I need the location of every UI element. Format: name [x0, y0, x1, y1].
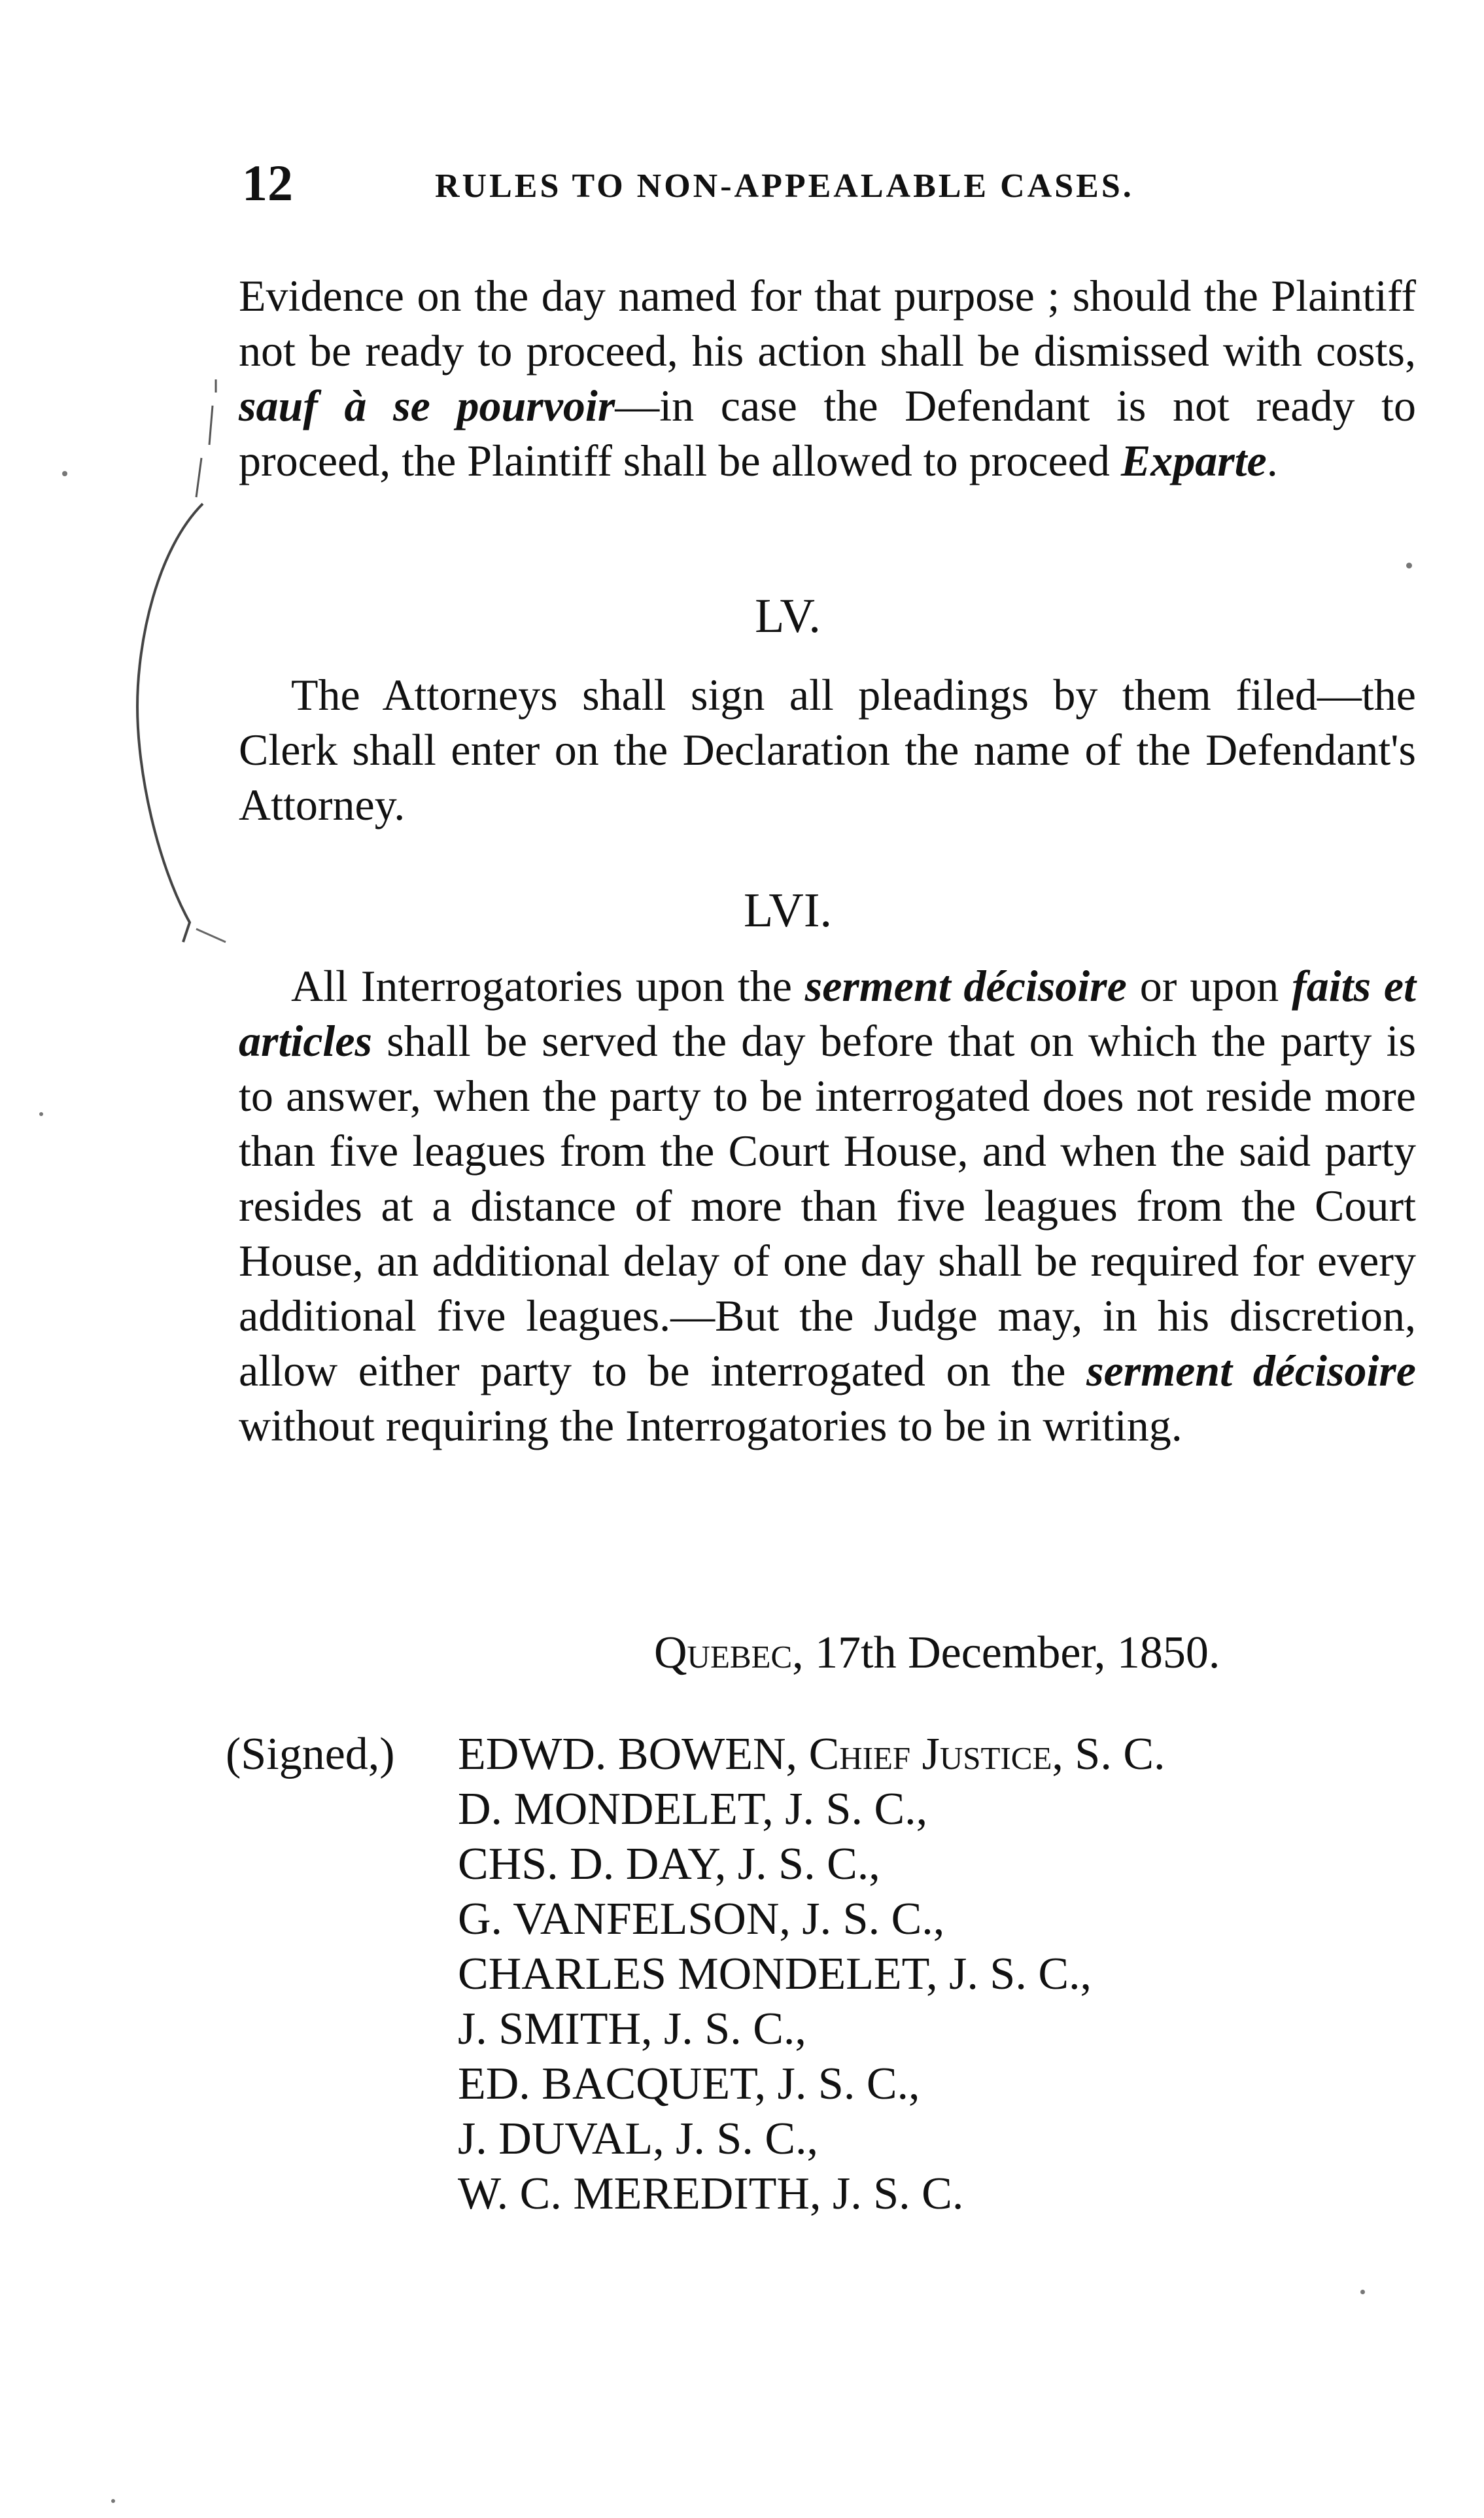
paper-speck [111, 2499, 115, 2503]
paper-speck [39, 1112, 43, 1116]
text-run: All Interrogatories upon the [291, 961, 805, 1011]
text-run: shall be served the day before that on which the party is to answer, when the party to be interrogated does not reside more than five leagues from the Court House, and when the said party resides at a distance of more than five leagues from the Court House, an additional delay of one day shall be required for every additional five leagues.—But the Judge may, in his discretion, allow either party to be interrogated on the [239, 1016, 1416, 1395]
signatory-title: Chief Justice [808, 1729, 1052, 1779]
dateline [654, 1626, 1220, 1681]
text-run: . [1266, 436, 1278, 485]
text-run: without requiring the Interrogatories to be in writing. [239, 1401, 1182, 1450]
signatory-name: EDWD. BOWEN, [458, 1729, 809, 1779]
signatory: D. MONDELET, J. S. C., [458, 1784, 928, 1834]
rule-lv-paragraph [239, 667, 1416, 832]
running-head [242, 154, 1419, 213]
text-run: —in case the Defendant is not ready to proceed, the Plaintiff shall be allowed to proceed [239, 381, 1417, 485]
paper-speck [1360, 2290, 1365, 2294]
signatory: ED. BACQUET, J. S. C., [458, 2059, 920, 2109]
dateline-date: , 17th December, 1850. [792, 1628, 1220, 1678]
rule-heading-lvi: LVI. [744, 884, 832, 937]
rule-heading-lv: LV. [755, 589, 821, 643]
running-title: RULES TO NON-APPEALABLE CASES. [435, 167, 1134, 205]
paragraph-text [239, 268, 1416, 488]
signatory: W. C. MEREDITH, J. S. C. [458, 2169, 964, 2219]
signatory: J. SMITH, J. S. C., [458, 2004, 806, 2054]
italic-phrase: serment décisoire [1086, 1346, 1416, 1395]
signatory: CHS. D. DAY, J. S. C., [458, 1839, 880, 1889]
dateline-place: Quebec [654, 1628, 793, 1678]
page-number: 12 [242, 154, 293, 211]
signatory-list [458, 1727, 1165, 2222]
paragraph-text [239, 958, 1416, 1453]
signatory-suffix: , S. C. [1052, 1729, 1165, 1779]
text-run: or upon [1126, 961, 1292, 1011]
paper-speck [1406, 563, 1412, 568]
signed-label: (Signed,) [226, 1729, 395, 1779]
italic-phrase: faits et articles [239, 961, 1416, 1066]
rule-lvi-paragraph [239, 958, 1416, 1453]
margin-pencil-mark [118, 366, 288, 1047]
signatory-chief-justice [458, 1727, 1165, 1782]
signatory: G. VANFELSON, J. S. C., [458, 1894, 945, 1944]
signatory: CHARLES MONDELET, J. S. C., [458, 1949, 1092, 1999]
italic-phrase: serment décisoire [804, 961, 1127, 1011]
italic-phrase: Exparte [1120, 436, 1267, 485]
text-run: Evidence on the day named for that purpose ; should the Plaintiff not be ready to proceed, his action shall be dismissed with costs, [239, 271, 1416, 376]
paragraph-text: The Attorneys shall sign all pleadings by them filed—the Clerk shall enter on the Declaration the name of the Defendant's Attorney. [239, 670, 1416, 830]
italic-phrase: sauf à se pourvoir [239, 381, 615, 430]
continued-rule-paragraph [239, 268, 1416, 488]
paper-speck [62, 471, 67, 476]
signatory: J. DUVAL, J. S. C., [458, 2114, 819, 2164]
